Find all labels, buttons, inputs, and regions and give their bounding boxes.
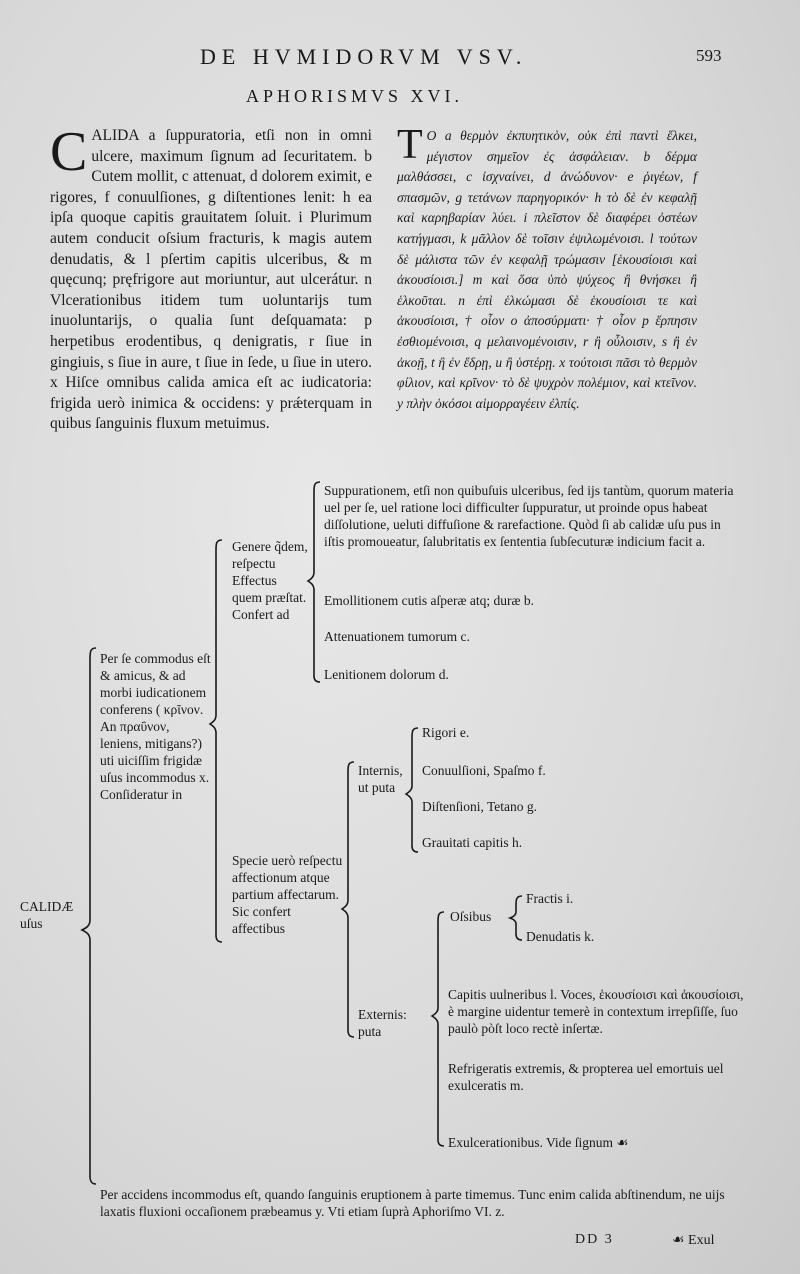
interni-item: Rigori e. — [422, 725, 470, 740]
latin-column — [50, 121, 372, 435]
greek-drop-initial: Τ — [397, 122, 423, 168]
genere-node: Genere q̃dem, reſpectu Effectus quem præſtat. Confert ad — [232, 539, 308, 622]
running-head: DE HVMIDORVM VSV. — [200, 44, 528, 69]
latin-drop-initial: C — [50, 121, 88, 183]
externi-item: Exulcerationibus. Vide ſignum ☙ — [448, 1135, 629, 1150]
interni-item: Conuulſioni, Spaſmo f. — [422, 763, 546, 778]
effect-attenuation: Attenuationem tumorum c. — [324, 629, 470, 644]
per-accidens-node: Per accidens incommodus eſt, quando ſanguinis eruptionem à parte timemus. Tunc enim calida abſtinendum, ne uijs laxatis fluxioni occaſionem præbeamus y. Vti etiam ſuprà Aphoriſmo VI. z. — [100, 1187, 725, 1219]
page-number: 593 — [696, 46, 722, 65]
interni-item: Grauitati capitis h. — [422, 835, 523, 850]
greek-column — [397, 122, 697, 414]
greek-body: Ο a θερμὸν ἐκπυητικὸν, οὐκ ἐπὶ παντὶ ἕλκει, μέγιστον σημεῖον ἐς ἀσφάλειαν. b δέρμα μαλθάσσει, c ἰσχναίνει, d ἀνώδυνον· e ῥιγέων, f σπασμῶν, g τετάνων παρηγορικόν· h τὸ δὲ ἐν κεφαλῇ καὶ καρηβαρίαν λύει. i πλεῖστον δὲ διαφέρει ὀστέων κατήγμασι, k μᾶλλον δὲ τοῖσιν ἐψιλωμένοισι. l τούτων δὲ μάλιστα τῶν ἐν κεφαλῇ τρώμασιν [ἑκουσίοισι καὶ ἀκουσίοισι.] m καὶ ὅσα ὑπὸ ψύχεος ἢ θνήσκει ἢ ἑλκοῦται. n ἐπὶ ἑλκώμασι δὲ ἑκουσίοισι τε καὶ ἀκουσίοισι, † οἷον o ἀποσύρματι· † οἷον p ἕρπησιν ἐσθιομένοισι, q μελαινομένοισιν, r ἢ οὖλοισιν, s ἢ ἐν ἀκοῇ, t ἢ ἐν ἕδρῃ, u ἢ ὑστέρῃ. x τούτοισι πᾶσι τὸ θερμὸν φίλιον, καὶ κρῖνον· τὸ δὲ ψυχρὸν πολέμιον, καὶ κτεῖνον. y πλὴν ὁκόσοι αἱμορραγέειν ἐλπίς. — [397, 128, 697, 411]
signature-mark: DD 3 — [575, 1232, 614, 1247]
ossibus-item: Fractis i. — [526, 891, 574, 906]
interni-node: Internis, ut puta — [358, 763, 403, 795]
effect-emollition: Emollitionem cutis aſperæ atq; duræ b. — [324, 593, 534, 608]
per-se-node: Per ſe commodus eſt & amicus, & ad morbi iudicationem conferens ( κρῖνον. An πραΰνον, leniens, mitigans?) uti uiciſſim frigidæ uſus incommodus x. Conſideratur in — [100, 651, 211, 802]
externi-item: Refrigeratis extremis, & propterea uel emortuis uel exulceratis m. — [448, 1061, 724, 1093]
interni-item: Diſtenſioni, Tetano g. — [422, 799, 538, 814]
catchword: ☙ Exul — [672, 1233, 715, 1248]
diagram-root: CALIDÆ uſus — [20, 899, 74, 931]
externi-item: Capitis uulneribus l. Voces, ἑκουσίοισι καὶ ἀκουσίοισι, è margine uidentur temerè in contextum irrepſiſſe, ſuo paulò pòſt loco rectè inſertæ. — [448, 987, 744, 1036]
section-title: APHORISMVS XVI. — [246, 86, 464, 106]
specie-node: Specie uerò reſpectu affectionum atque partium affectarum. Sic confert affectibus — [232, 853, 343, 936]
externi-node: Externis: puta — [358, 1007, 407, 1039]
latin-body: ALIDA a ſuppuratoria, etſi non in omni ulcere, maximum ſignum ad ſecuritatem. b Cutem mollit, c attenuat, d dolorem eximit, e rigores, f conuulſiones, g diſtentiones lenit: h ea ipſa quoque capitis grauitatem ſoluit. i Plurimum autem conducit oſsium fracturis, k magis autem denudatis, & l pſertim capitis ulceribus, & m quęcunq; pręfrigore aut moriuntur, aut ulcerátur. n Vlcerationibus itidem tum uoluntarijs tum inuoluntarijs, o qualia ſunt deſquamata: p herpetibus erodentibus, q denigratis, r ſiue in gingiuis, s ſiue in aure, t ſiue in ſede, u ſiue in utero. x Hiſce omnibus calida amica eſt ac iudicatoria: frigida uerò inimica & occidens: y prǽterquam in quibus ſanguinis fluxum metuimus. — [50, 127, 372, 433]
ossibus-node: Oſsibus — [450, 909, 492, 924]
effect-suppuration: Suppurationem, etſi non quibuſuis ulceribus, ſed ijs tantùm, quorum materia uel per ſe, uel ratione loci difficulter ſuppuratur, ut proinde opus habeat diſſolutione, ueluti diffuſione & rarefactione. Quòd ſi ab calidæ uſu pus in iſtis promoueatur, ſalubritatis ex ſententia ſubſecuturæ indicium facit a. — [324, 483, 734, 549]
effect-lenition: Lenitionem dolorum d. — [324, 667, 449, 682]
ossibus-item: Denudatis k. — [526, 929, 595, 944]
